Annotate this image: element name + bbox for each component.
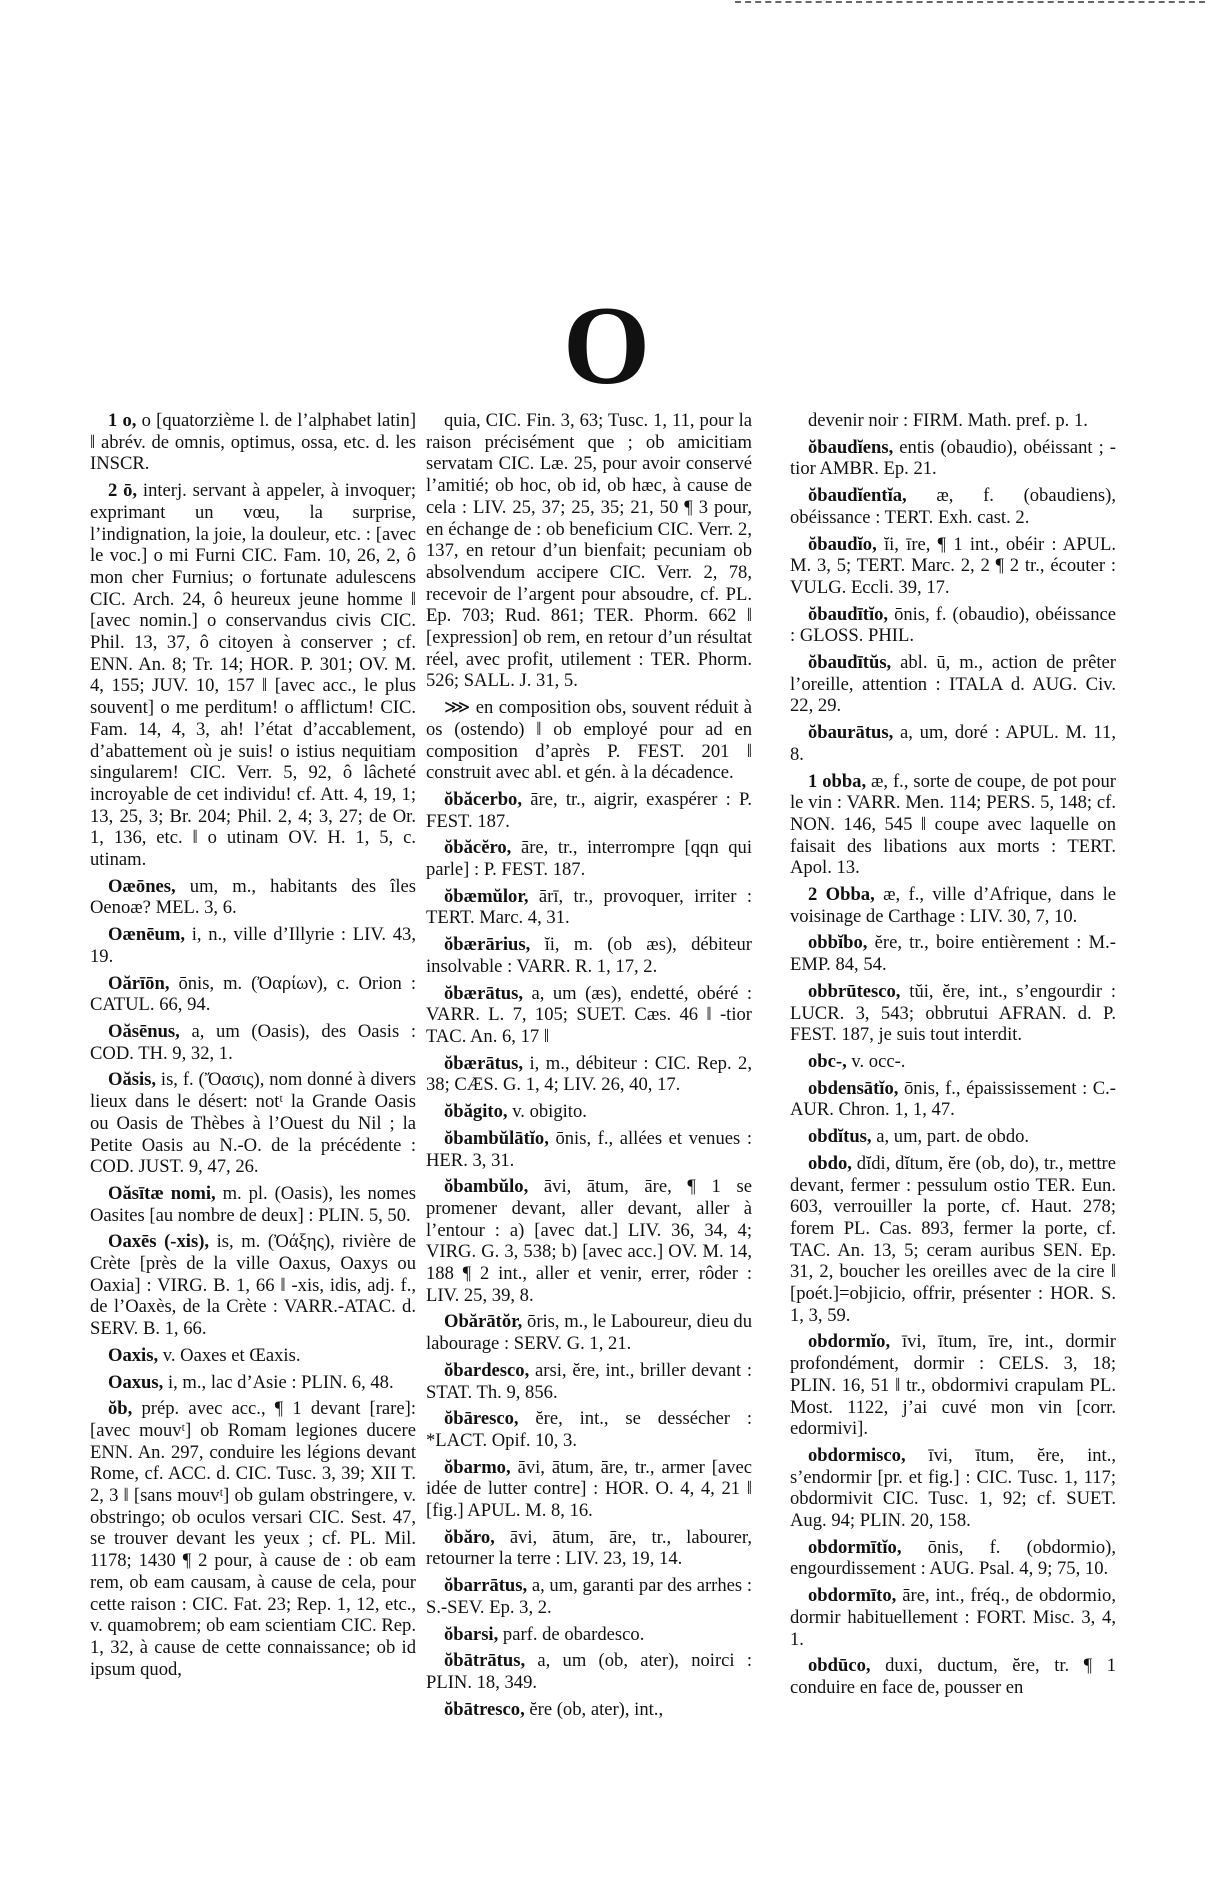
- entry-headword: Oaxus,: [108, 1371, 164, 1393]
- entry-headword: 1 obba,: [808, 770, 867, 792]
- dictionary-entry: [790, 1126, 1116, 1148]
- entry-headword: Oărīōn,: [108, 972, 170, 994]
- entry-headword: ŏbærātus,: [444, 982, 524, 1004]
- entry-text: ĕre, tr., boire entièrement : M.-EMP. 84, 54.: [790, 932, 1116, 976]
- entry-text: a, um, garanti par des arrhes : S.-SEV. Ep. 3, 2.: [426, 1575, 752, 1618]
- entry-text: um, m., habitants des îles Oenoæ? MEL. 3, 6.: [90, 875, 416, 919]
- dictionary-entry: [426, 886, 752, 929]
- entry-text: īvi, ītum, īre, int., dormir profondément, dormir : CELS. 3, 18; PLIN. 16, 51 ‖ tr., obdormivi crapulam PL. Most. 1122, j’ai cuvé mon vin [corr. edormivi].: [790, 1331, 1116, 1440]
- entry-headword: ŏbaurātus,: [808, 722, 894, 744]
- dictionary-entry: [426, 1527, 752, 1570]
- dictionary-entry: [90, 1372, 416, 1394]
- dictionary-entry: [790, 652, 1116, 717]
- entry-headword: ŏbăcerbo,: [444, 788, 522, 810]
- column-1: [90, 410, 416, 1860]
- entry-text: interj. servant à appeler, à invoquer; exprimant un vœu, la surprise, l’indignation, la joie, la douleur, etc. : [avec le voc.] o mi Furni CIC. Fam. 10, 26, 2, ô mon cher Furnius; o fortunate adulescens CIC. Arch. 24, ô heureux jeune homme ‖ [avec nomin.] o conservandus civis CIC. Phil. 13, 37, ô citoyen à conserver ; cf. ENN. An. 8; Tr. 14; HOR. P. 301; OV. M. 4, 155; JUV. 10, 157 ‖ [avec acc., le plus souvent] o me perditum! o afflictum! CIC. Fam. 14, 4, 3, ah! l’état d’accablement, d’abattement où je suis! o istius nequitiam singularem! CIC. Verr. 5, 92, ô lâcheté incroyable de cet individu! cf. Att. 4, 19, 1; 13, 25, 3; Br. 204; Phil. 2, 4; 3, 27; de Or. 1, 136, etc. ‖ o utinam OV. H. 1, 5, c. utinam.: [90, 480, 416, 871]
- entry-headword: ŏbăgito,: [444, 1101, 508, 1123]
- entry-text: v. occ-.: [851, 1050, 906, 1072]
- entry-headword: ŏbambŭlo,: [444, 1176, 529, 1198]
- entry-headword: Obărātŏr,: [444, 1311, 523, 1333]
- dictionary-entry: [426, 837, 752, 880]
- entry-headword: obbrūtesco,: [808, 980, 901, 1002]
- entry-text: a, um (æs), endetté, obéré : VARR. L. 7, 105; SUET. Cæs. 46 ‖ -tior TAC. An. 6, 17 ‖: [426, 982, 752, 1047]
- entry-headword: obdormīto,: [808, 1585, 897, 1607]
- dictionary-entry: [426, 1699, 752, 1721]
- entry-headword: ŏbambŭlātĭo,: [444, 1127, 549, 1149]
- entry-text: āvi, ātum, āre, ¶ 1 se promener devant, aller devant, aller à l’entour : a) [avec dat.] LIV. 36, 34, 4; VIRG. G. 3, 538; b) [avec acc.] OV. M. 14, 188 ¶ 2 int., aller et venir, errer, rôder : LIV. 25, 39, 8.: [426, 1176, 752, 1306]
- dictionary-entry: [790, 932, 1116, 975]
- entry-text: ⋙ en composition obs, souvent réduit à os (ostendo) ‖ ob employé pour ad en composition d’après P. FEST. 201 ‖ construit avec abl. et gén. à la décadence.: [426, 697, 752, 784]
- entry-text: entis (obaudio), obéissant ; -tior AMBR. Ep. 21.: [790, 436, 1116, 480]
- entry-text: a, um, part. de obdo.: [876, 1126, 1030, 1148]
- entry-headword: obdĭtus,: [808, 1126, 872, 1148]
- dictionary-entry: [426, 789, 752, 832]
- entry-headword: ŏbaudĭens,: [808, 436, 894, 458]
- entry-text: ĕre, int., se dessécher : *LACT. Opif. 10, 3.: [426, 1408, 752, 1451]
- entry-headword: Oænēum,: [108, 924, 185, 946]
- dictionary-entry: [90, 480, 416, 871]
- entry-text: æ, f. (obaudiens), obéissance : TERT. Exh. cast. 2.: [790, 485, 1116, 528]
- entry-headword: Oæōnes,: [108, 875, 176, 897]
- entry-headword: ŏbăro,: [444, 1526, 495, 1548]
- entry-text: ĕre (ob, ater), int.,: [529, 1698, 664, 1720]
- entry-headword: ŏb,: [108, 1398, 133, 1420]
- dictionary-entry: [790, 1153, 1116, 1327]
- entry-text: a, um (ob, ater), noirci : PLIN. 18, 349.: [426, 1650, 752, 1693]
- entry-text: æ, f., ville d’Afrique, dans le voisinage de Carthage : LIV. 30, 7, 10.: [790, 884, 1116, 927]
- dictionary-entry: [426, 1360, 752, 1403]
- dictionary-entry: [90, 1183, 416, 1226]
- entry-headword: 2 Obba,: [808, 884, 875, 906]
- dictionary-entry: [90, 410, 416, 475]
- dictionary-entry: [790, 437, 1116, 480]
- entry-text: āre, tr., aigrir, exaspérer : P. FEST. 187.: [426, 788, 752, 832]
- dictionary-entry: [90, 1021, 416, 1064]
- entry-text: ōris, m., le Laboureur, dieu du labourage : SERV. G. 1, 21.: [426, 1311, 752, 1355]
- entry-headword: ŏbaudītĭo,: [808, 603, 889, 625]
- entry-headword: ŏbardesco,: [444, 1359, 530, 1381]
- dictionary-entry: [90, 876, 416, 919]
- dictionary-entry: [790, 534, 1116, 599]
- entry-headword: ŏbaudītŭs,: [808, 652, 892, 674]
- dictionary-entry: [426, 1311, 752, 1354]
- entry-text: abl. ū, m., action de prêter l’oreille, attention : ITALA d. AUG. Civ. 22, 29.: [790, 652, 1116, 717]
- dictionary-entry: [426, 1128, 752, 1171]
- dictionary-entry: [426, 1624, 752, 1646]
- dictionary-entry: [790, 1051, 1116, 1073]
- dictionary-entry: [426, 1650, 752, 1693]
- dictionary-entry: [426, 1101, 752, 1123]
- dictionary-entry: [426, 1408, 752, 1451]
- entry-text: æ, f., sorte de coupe, de pot pour le vin : VARR. Men. 114; PERS. 5, 148; cf. NON. 146, 545 ‖ coupe avec laquelle on faisait des libations aux morts : TERT. Apol. 13.: [790, 770, 1116, 879]
- dictionary-entry: [90, 924, 416, 967]
- entry-text: v. obigito.: [512, 1101, 587, 1123]
- entry-text: ōnis, f. (obaudio), obéissance : GLOSS. PHIL.: [790, 603, 1116, 647]
- dictionary-entry: [790, 604, 1116, 647]
- entry-text: āre, int., fréq., de obdormio, dormir habituellement : FORT. Misc. 3, 4, 1.: [790, 1585, 1116, 1650]
- entry-text: ōnis, f. (obdormio), engourdissement : AUG. Psal. 4, 9; 75, 10.: [790, 1536, 1116, 1580]
- entry-text: duxi, ductum, ĕre, tr. ¶ 1 conduire en face de, pousser en: [790, 1655, 1116, 1698]
- entry-text: i, n., ville d’Illyrie : LIV. 43, 19.: [90, 924, 416, 967]
- dictionary-entry: [426, 983, 752, 1048]
- entry-text: ĭi, īre, ¶ 1 int., obéir : APUL. M. 3, 5; TERT. Marc. 2, 2 ¶ 2 tr., écouter : VULG. Eccli. 39, 17.: [790, 533, 1116, 598]
- entry-headword: ŏbātrātus,: [444, 1650, 526, 1672]
- entry-text: a, um, doré : APUL. M. 11, 8.: [790, 722, 1116, 765]
- entry-text: īvi, ītum, ĕre, int., s’endormir [pr. et fig.] : CIC. Tusc. 1, 117; obdormivit CIC. Tusc. 1, 92; cf. SUET. Aug. 94; PLIN. 20, 158.: [790, 1444, 1116, 1532]
- entry-text: i, m., débiteur : CIC. Rep. 2, 38; CÆS. G. 1, 4; LIV. 26, 40, 17.: [426, 1052, 752, 1096]
- dictionary-entry: [790, 1078, 1116, 1121]
- dictionary-entry: [790, 722, 1116, 765]
- dictionary-entry: [426, 934, 752, 977]
- entry-headword: ŏbærātus,: [444, 1052, 524, 1074]
- dictionary-entry: [426, 697, 752, 784]
- entry-text: quia, CIC. Fin. 3, 63; Tusc. 1, 11, pour la raison précisément que ; ob amicitiam servatam CIC. Læ. 25, pour avoir conservé l’amitié; ob hoc, ob id, ob hæc, à cause de cela : LIV. 25, 37; 25, 35; 21, 50 ¶ 3 pour, en échange de : ob beneficium CIC. Verr. 2, 137, en retour d’un bienfait; pecuniam ob absolvendum accipere CIC. Verr. 2, 78, recevoir de l’argent pour absoudre, cf. PL. Ep. 703; Rud. 861; TER. Phorm. 662 ‖ [expression] ob rem, en retour d’un résultat réel, avec profit, utilement : TER. Phorm. 526; SALL. J. 31, 5.: [426, 410, 752, 692]
- section-letter: O: [562, 284, 651, 408]
- dictionary-entry: [426, 1053, 752, 1096]
- entry-text: parf. de obardesco.: [502, 1623, 645, 1645]
- entry-text: āvi, ātum, āre, tr., labourer, retourner la terre : LIV. 23, 19, 14.: [426, 1526, 752, 1570]
- entry-text: dĭdi, dĭtum, ĕre (ob, do), tr., mettre devant, fermer : pessulum ostio TER. Eun. 603, verrouiller la porte, cf. Haut. 278; forem PL. Cas. 893, fermer la porte, cf. TAC. An. 13, 5; ceram auribus SEN. Ep. 31, 2, boucher les oreilles avec de la cire ‖ [poét.]=objicio, offrir, présenter : HOR. S. 1, 3, 59.: [790, 1152, 1116, 1326]
- entry-headword: ŏbærārius,: [444, 934, 531, 956]
- entry-text: v. Oaxes et Œaxis.: [162, 1344, 301, 1366]
- dictionary-entry: [426, 410, 752, 692]
- entry-text: āre, tr., interrompre [qqn qui parle] : P. FEST. 187.: [426, 837, 752, 881]
- dictionary-entry: [426, 1575, 752, 1618]
- entry-headword: ŏbātresco,: [444, 1698, 525, 1720]
- dictionary-entry: [790, 771, 1116, 880]
- dictionary-entry: [90, 1345, 416, 1367]
- column-3: [790, 410, 1116, 1860]
- entry-text: ōnis, f., épaississement : C.-AUR. Chron. 1, 1, 47.: [790, 1077, 1116, 1121]
- entry-headword: ŏbarsi,: [444, 1623, 499, 1645]
- entry-text: ōnis, f., allées et venues : HER. 3, 31.: [426, 1127, 752, 1171]
- entry-text: devenir noir : FIRM. Math. pref. p. 1.: [808, 410, 1088, 431]
- dictionary-entry: [790, 1537, 1116, 1580]
- dictionary-entry: [790, 1655, 1116, 1698]
- entry-headword: ŏbăcĕro,: [444, 837, 512, 859]
- dictionary-entry: [790, 485, 1116, 528]
- entry-headword: obdormĭo,: [808, 1331, 891, 1353]
- dictionary-entry: [790, 1331, 1116, 1440]
- dictionary-entry: [790, 981, 1116, 1046]
- entry-headword: ŏbæmŭlor,: [444, 885, 529, 907]
- entry-text: o [quatorzième l. de l’alphabet latin] ‖ abrév. de omnis, optimus, ossa, etc. d. les INSCR.: [90, 410, 416, 475]
- entry-text: is, f. (Ὄασις), nom donné à divers lieux dans le désert: notᵗ la Grande Oasis ou Oasis de Thèbes à l’Ouest du Nil ; la Petite Oasis au N.-O. de la précédente : COD. JUST. 9, 47, 26.: [90, 1069, 416, 1178]
- top-dashed-rule: [735, 1, 1205, 3]
- entry-text: āvi, ātum, āre, tr., armer [avec idée de lutter contre] : HOR. O. 4, 4, 21 ‖ [fig.] APUL. M. 8, 16.: [426, 1456, 752, 1522]
- dictionary-entry: [90, 973, 416, 1016]
- entry-text: prép. avec acc., ¶ 1 devant [rare]: [avec mouvᵗ] ob Romam legiones ducere ENN. An. 297, conduire les légions devant Rome, cf. ACC. d. CIC. Tusc. 3, 39; XII T. 2, 3 ‖ [sans mouvᵗ] ob gulam obstringere, v. obstringo; ob oculos versari CIC. Sest. 47, se trouver devant les yeux ; cf. PL. Mil. 1178; 1430 ¶ 2 pour, à cause de : ob eam rem, ob eam causam, à cause de cela, pour cette raison : CIC. Fat. 23; Rep. 1, 12, etc., v. quamobrem; ob eam scientiam CIC. Rep. 1, 32, à cause de cette connaissance; ob id ipsum quod,: [90, 1398, 416, 1680]
- column-2: [426, 410, 752, 1860]
- entry-headword: obdormītĭo,: [808, 1536, 902, 1558]
- entry-headword: ŏbāresco,: [444, 1408, 519, 1430]
- entry-headword: obdormisco,: [808, 1444, 906, 1466]
- entry-headword: ŏbarrātus,: [444, 1575, 528, 1597]
- entry-headword: obdo,: [808, 1152, 852, 1174]
- entry-text: ōnis, m. (Ὀαρίων), c. Orion : CATUL. 66, 94.: [90, 972, 416, 1016]
- entry-headword: obc-,: [808, 1050, 847, 1072]
- entry-headword: obbĭbo,: [808, 932, 868, 954]
- entry-headword: Oaxēs (-xis),: [108, 1231, 210, 1253]
- dictionary-entry: [426, 1457, 752, 1522]
- dictionary-entry: [90, 1398, 416, 1680]
- entry-headword: ŏbarmo,: [444, 1456, 511, 1478]
- entry-headword: Oăsēnus,: [108, 1020, 180, 1042]
- entry-text: a, um (Oasis), des Oasis : COD. TH. 9, 32, 1.: [90, 1020, 416, 1064]
- dictionary-entry: [426, 1176, 752, 1306]
- entry-headword: ŏbaudĭo,: [808, 533, 877, 555]
- dictionary-entry: [790, 410, 1116, 432]
- entry-text: ĭi, m. (ob æs), débiteur insolvable : VARR. R. 1, 17, 2.: [426, 934, 752, 977]
- entry-headword: ŏbaudĭentĭa,: [808, 485, 907, 507]
- entry-text: is, m. (Ὀάξης), rivière de Crète [près de la ville Oaxus, Oaxys ou Oaxia] : VIRG. B. 1, 66 ‖ -xis, idis, adj. f., de l’Oaxès, de la Crète : VARR.-ATAC. d. SERV. B. 1, 66.: [90, 1231, 416, 1340]
- dictionary-entry: [790, 884, 1116, 927]
- entry-headword: obdūco,: [808, 1655, 871, 1677]
- dictionary-entry: [90, 1231, 416, 1340]
- entry-headword: obdensātĭo,: [808, 1077, 899, 1099]
- entry-text: ārī, tr., provoquer, irriter : TERT. Marc. 4, 31.: [426, 885, 752, 929]
- dictionary-entry: [790, 1585, 1116, 1650]
- dictionary-entry: [790, 1445, 1116, 1532]
- entry-headword: 1 o,: [108, 410, 137, 431]
- entry-headword: 2 ō,: [108, 480, 138, 502]
- entry-text: i, m., lac d’Asie : PLIN. 6, 48.: [167, 1371, 394, 1393]
- entry-text: arsi, ĕre, int., briller devant : STAT. Th. 9, 856.: [426, 1359, 752, 1403]
- entry-headword: Oaxis,: [108, 1344, 159, 1366]
- entry-headword: Oăsītæ nomi,: [108, 1182, 216, 1204]
- entry-text: m. pl. (Oasis), les nomes Oasites [au nombre de deux] : PLIN. 5, 50.: [90, 1182, 416, 1226]
- entry-text: tŭi, ĕre, int., s’engourdir : LUCR. 3, 543; obbrutui AFRAN. d. P. FEST. 187, je suis tout interdit.: [790, 980, 1116, 1046]
- entry-headword: Oăsis,: [108, 1069, 157, 1091]
- dictionary-entry: [90, 1069, 416, 1178]
